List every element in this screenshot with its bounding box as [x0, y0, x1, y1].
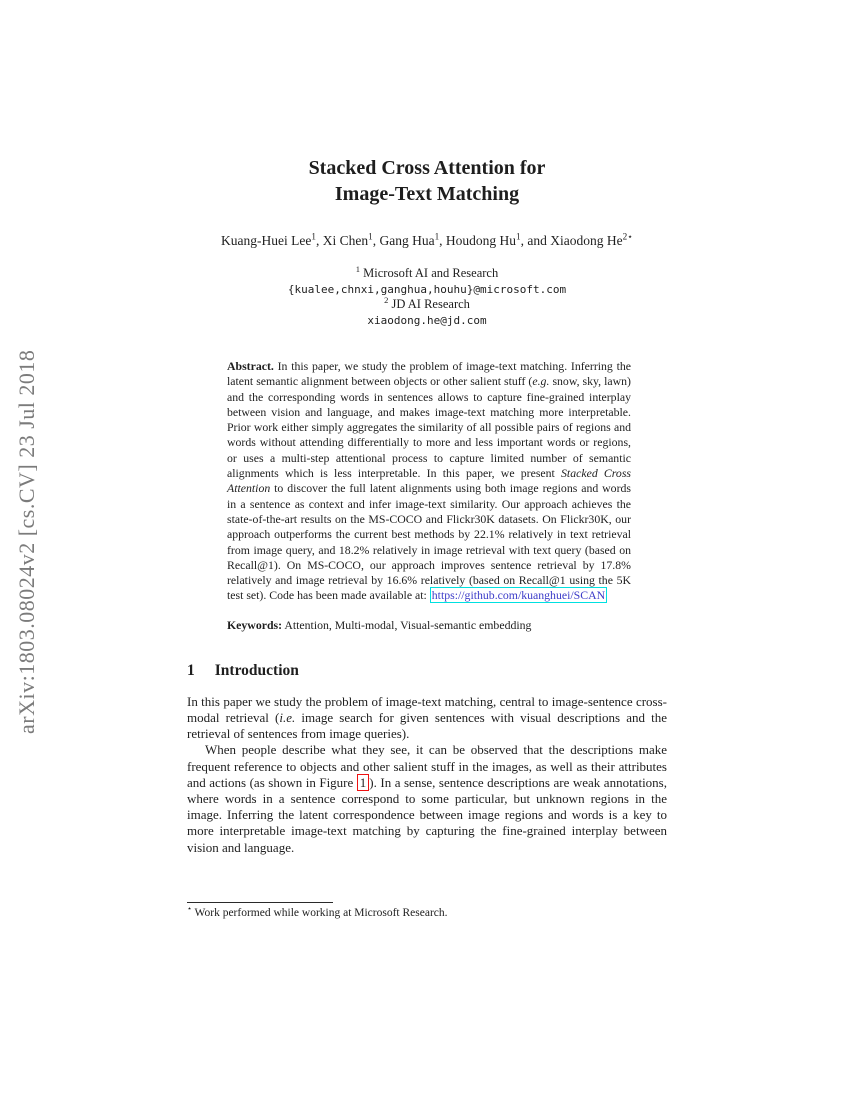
text-italic: i.e.	[279, 709, 296, 725]
text-normal: When people describe what they see, it can be observed that the descriptions make frequent reference to objects and other salient stuff in the images, as well as their attributes and actions (as shown in Figure	[187, 742, 667, 790]
text-sup: 2⋆	[622, 231, 633, 242]
affiliation-1-email: {kualee,chnxi,ganghua,houhu}@microsoft.com	[287, 282, 567, 296]
paper-title-line-1: Stacked Cross Attention for	[308, 157, 546, 179]
text-normal: snow, sky, lawn) and the corresponding words in sentences allows to capture fine-grained interplay between vision and language, and makes image-text matching more interpretable. Prior work either simply aggregates the similarity of all possible pairs of regions and words without attending differentially to more and less important words or regions, or uses a multi-step attentional process to capture limited number of semantic alignments which is less interpretable. In this paper, we present	[227, 374, 631, 481]
text-normal: image search for given sentences with visual descriptions and the retrieval of sentences from image queries).	[187, 709, 667, 742]
text-normal: Kuang-Huei Lee	[221, 233, 312, 248]
text-bold: Keywords:	[227, 617, 283, 632]
section-number: 1	[187, 661, 195, 679]
text-normal: , and Xiaodong He	[520, 233, 623, 248]
text-normal: Attention, Multi-modal, Visual-semantic embedding	[282, 617, 532, 632]
intro-paragraph-2	[187, 742, 667, 855]
text-sup: 1	[355, 263, 361, 274]
text-normal: Work performed while working at Microsoft Research.	[191, 907, 448, 919]
text-normal: , Gang Hua	[372, 233, 435, 248]
text-italic: e.g.	[532, 374, 550, 389]
section-heading-introduction	[187, 662, 667, 680]
text-normal: , Xi Chen	[315, 233, 369, 248]
text-bold: Abstract.	[227, 359, 274, 373]
text-italic: Stacked Cross Attention	[227, 466, 632, 496]
abstract-paragraph	[227, 359, 631, 604]
affiliation-1	[187, 263, 667, 282]
text-normal: Microsoft AI and Research	[360, 266, 499, 280]
paper-content	[187, 155, 667, 856]
affiliation-2	[187, 294, 667, 313]
text-normal: JD AI Research	[388, 297, 470, 311]
figure-1-reference[interactable]: 1	[357, 774, 370, 791]
footnote-rule	[187, 902, 333, 903]
github-link[interactable]: https://github.com/kuanghuei/SCAN	[431, 588, 606, 603]
text-sup: ⋆	[187, 904, 192, 914]
arxiv-watermark: arXiv:1803.08024v2 [cs.CV] 23 Jul 2018	[14, 349, 39, 735]
keywords-line	[227, 618, 631, 633]
author-line	[187, 233, 667, 249]
text-sup: 2	[384, 294, 389, 305]
text-sup: 1	[368, 231, 373, 242]
text-sup: 1	[516, 231, 521, 242]
text-sup: 1	[311, 231, 316, 242]
footnote-block	[187, 902, 667, 919]
paper-title-line-2: Image-Text Matching	[334, 183, 520, 205]
text-normal: , Houdong Hu	[439, 233, 517, 248]
footnote-text	[187, 904, 667, 919]
text-sup: 1	[434, 231, 440, 242]
text-normal: ). In a sense, sentence descriptions are weak annotations, where words in a sentence correspond to some particular, but unknown regions in the image. Inferring the latent correspondence between image regions and words is a key to more interpretable image-text matching by capturing the fine-grained interplay between vision and language.	[187, 774, 667, 855]
affiliation-2-email: xiaodong.he@jd.com	[367, 313, 487, 327]
text-normal: to discover the full latent alignments using both image regions and words in a sentence as context and infer image-text similarity. Our approach achieves the state-of-the-art results on the MS-COCO and Flickr30K datasets. On Flickr30K, our approach outperforms the current best methods by 22.1% relatively in text retrieval from image query, and 18.2% relatively in image retrieval with text query (based on Recall@1). On MS-COCO, our approach improves sentence retrieval by 17.8% relatively and image retrieval by 16.6% relatively (based on Recall@1 using the 5K test set). Code has been made available at:	[227, 481, 631, 603]
affiliations-block	[187, 263, 667, 328]
intro-paragraph-1	[187, 694, 667, 743]
text-normal: In this paper we study the problem of image-text matching, central to image-sentence cross-modal retrieval (	[187, 693, 667, 725]
section-title: Introduction	[214, 661, 299, 679]
paper-title	[187, 155, 667, 207]
text-normal: In this paper, we study the problem of image-text matching. Inferring the latent semantic alignment between objects or other salient stuff (	[227, 359, 631, 389]
